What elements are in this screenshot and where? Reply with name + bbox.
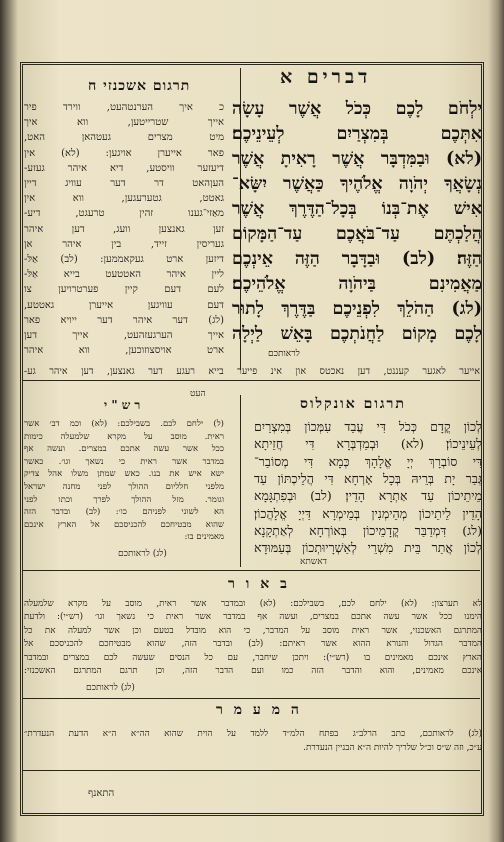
beur-line: הארץ אינכם מאמינים בו (רש״י): ויתכן שיחבר, עם כל הנסים שעשה לכם במצרים ובמדבר <box>24 652 482 663</box>
torah-line: אִישׁ אֶת־בְּנוֹ בְּכָל־הַדֶּרֶךְ אֲשֶׁר <box>232 199 482 219</box>
onkelos-line: לְכוֹן קֳדָם כְּכֹל דִּי עֲבַד עִמְּכוֹן בְּמִצְרַיִם <box>254 419 482 434</box>
column-divider-mid <box>240 395 241 567</box>
onkelos-line: לְעֵינֵיכוֹן׃ (לא) וּבְמַדְבְּרָא דִּי חֲזֵיתָא <box>254 436 482 452</box>
rashi-line: וגומר. מזל ההולך לפרך וכתו לפני <box>24 494 224 505</box>
yiddish-line: ליין איהר האטטעט בייא אַלּ- <box>24 269 224 281</box>
onkelos-line: מֵיתֵיכוֹן עַד אַתְרָא הָדֵין׃ (לב) וּבְפִתְגָּמָא <box>254 488 482 504</box>
onkelos-catchword: דאשתא <box>300 557 327 567</box>
rashi-line: (ל) ילחם לכם. בשבילכם: (לא) וכמ דב׳ אשר <box>24 419 224 429</box>
torah-line: ילְחֹם לָכֶם כְּכֹל אֲשֶׁר עָשָׂה <box>232 99 482 119</box>
rashi-line: מאמינים בו: <box>184 532 224 543</box>
torah-line: נְשָׂאֲךָ יְהֹוָה אֱלֹהֶיךָ כַּאֲשֶׁר יִשָּׂא־ <box>232 174 482 194</box>
yiddish-line: לעם דעם קיין פערטרויען צו <box>24 284 224 296</box>
yiddish-line: ארט אויסצוזוכען, ווא איהר <box>24 345 224 357</box>
yiddish-line: מאַזי־גענו זהין טרעגט, דיע- <box>24 208 224 220</box>
yiddish-line: פאר אייערן אויגען: (לא) אין <box>24 147 224 159</box>
rashi-line: מלפני חלליום ההולך לפני מחנה ישראל <box>24 482 224 492</box>
rashi-line: ישא איש את בנו. כאש שמתן משלו אהל צדיק <box>24 469 224 480</box>
torah-line: לָכֶם מָקוֹם לַחֲנֹתְכֶם בָּאֵשׁ לַיְלָה <box>232 324 482 344</box>
onkelos-header: תרגום אונקלוס <box>300 396 406 412</box>
main-header: דברים א <box>280 66 372 88</box>
torah-line: (לא) וּבַמִּדְבָּר אֲשֶׁר רָאִיתָ אֲשֶׁר <box>232 149 482 169</box>
yiddish-line: זען גאנצען וועג, דען איהר <box>24 223 224 235</box>
beur-line: המדבר הגדול והנורא ההוא אשר ראיתם: (לב) ובדבר הזה, שהוא מבטיחכם להכניסכם אל <box>24 639 482 650</box>
yiddish-line: העןהאט דר דער עוויג דיין <box>24 178 224 189</box>
yiddish-line: געריסין זייד, בין איהר אן <box>24 238 224 250</box>
torah-line: הַזֶּה׃ (לב) וּבַדָּבָר הַזֶּה אֵינְכֶם <box>232 249 482 269</box>
yiddish-line: גאטט, גטערעגען, ווא אין <box>24 193 224 205</box>
yiddish-line: דעם עוויגען אייערן גאטטע, <box>24 299 224 311</box>
rashi-line: שהוא מבטיחכם להכניסכם אל הארץ אינכם <box>24 519 224 530</box>
beur-catchword: (לג) לראותכם <box>86 683 135 693</box>
yiddish-header: תרגום אשכנזי ח <box>88 78 191 94</box>
onkelos-line: הָדֵין לֵיתֵיכוֹן מְהֵימְנִין בְּמֵימְרָא דַּיְיָ אֱלָהֲכוֹן׃ <box>254 505 482 521</box>
rashi-header: ר ש " י <box>104 398 141 412</box>
yiddish-catchword: העט <box>190 389 206 399</box>
rule-under-main <box>22 380 480 381</box>
rashi-line: ככל אשר עשה אתכם במצרים. ועשה אף <box>24 444 224 455</box>
yiddish-line: דיזען ארט געקאממען: (לב) אַלּ- <box>24 254 224 265</box>
rule-above-meamar <box>22 698 480 699</box>
onkelos-line: לְכוֹן אֲתַר בֵּית מִשְׁרֵי לְאַשְׁרָיוּתְכוֹן בְּעַמּוּדָא <box>254 540 482 556</box>
beur-line: אינכם מאמינים, והוא והדבר הזה כמו ועם הדבר הזה, וכן תרגם המתרגם האשכנזי: <box>24 666 482 676</box>
onkelos-line: גְּבַר יָת בְּרֵיהּ בְּכָל אָרְחָא דִּי הֲלֵיכְתּוֹן עַד <box>254 470 482 486</box>
rule-above-beur <box>22 570 480 571</box>
yiddish-line: אייער לאגער קעננט, דען נאכטס און אינ פייער בייא רעגע דער גאנצען, דען איהר גע- <box>24 366 480 377</box>
beur-line: הימנו ככל אשר עשה אתכם במצרים, ועשה אף במדבר אשר ראית כי נשאך וגו׳ (רש״י): ולדעת <box>24 612 482 623</box>
torah-line: מַאֲמִינִם בַּיהֹוָה אֱלֹהֵיכֶם׃ <box>232 274 482 294</box>
yiddish-line: מיט מצרים געטהאן האט, <box>24 132 224 144</box>
footer-catchword: התאנף <box>88 788 115 799</box>
rashi-line: במדבר אשר ראית כי נשאך וגו׳. כאשר <box>24 456 224 467</box>
onkelos-line: דִּי סוֹבְרָךְ יְיָ אֱלָהָךְ כְּמָא דִּי מְסוֹבַר־ <box>254 453 482 469</box>
yiddish-line: כ איך הערנטהעט, ווירד פיר <box>24 102 224 113</box>
yiddish-line: אייך הערגעזהעט, אייך דען <box>24 330 224 341</box>
meamar-line: (לג) לראותכם, כתב הרלב״ג בפתח הלמ״ד ללמד על הוית שהוא הה״א ה״א הדעת הנעדרת״ <box>24 729 482 739</box>
rashi-catchword: (לג) לראותכם <box>118 549 167 559</box>
yiddish-line: אייך שטרייטען, ווא איך <box>24 117 224 129</box>
torah-line: אִתְּכֶם בְּמִצְרַיִם לְעֵינֵיכֶם׃ <box>232 124 482 144</box>
verse-continuation-marker: לראותכם <box>268 349 300 359</box>
yiddish-line: דיעזער וויסטע, דיא איהר געזע- <box>24 162 224 174</box>
beur-line: לא תערצון: (לא) ילחם לכם, בשבילכם: (לא) ובמדבר אשר ראית, מוסב על מקרא שלמעלה <box>24 599 482 609</box>
meamar-line: ע״כ, וזה ש״ס וכ״ל שלריך להיות ה״א הבניין הנעדרת. <box>303 743 482 753</box>
meamar-header: ה מ ע מ ר <box>216 702 302 718</box>
rule-bottom <box>22 770 480 771</box>
rashi-line: הא לשוני לפניהם כו׳: (לב) ובדבר הזה <box>24 507 224 518</box>
torah-line: (לג) הַהֹלֵךְ לִפְנֵיכֶם בַּדֶּרֶךְ לָתוּר <box>232 299 482 319</box>
onkelos-line: (לג) דִּמְדַבַּר קֳדָמֵיכוֹן בְּאוֹרְחָא לְאַתְקָנָא <box>254 522 482 538</box>
yiddish-line: (לג) דער איהר דער ייויא פאר <box>24 314 224 326</box>
beur-line: המתרגם האשכנזי, אשר ראית מוסב על המדבר, כי הוא מובדל בטעם וכן אשר למעלה את כל <box>24 625 482 636</box>
rashi-line: ראית. מוסב על מקרא שלמעלה כימות <box>24 431 224 442</box>
beur-header: ב א ו ר <box>228 576 290 592</box>
torah-line: הֲלַכְתֶּם עַד־בֹּאֲכֶם עַד־הַמָּקוֹם <box>232 224 482 244</box>
